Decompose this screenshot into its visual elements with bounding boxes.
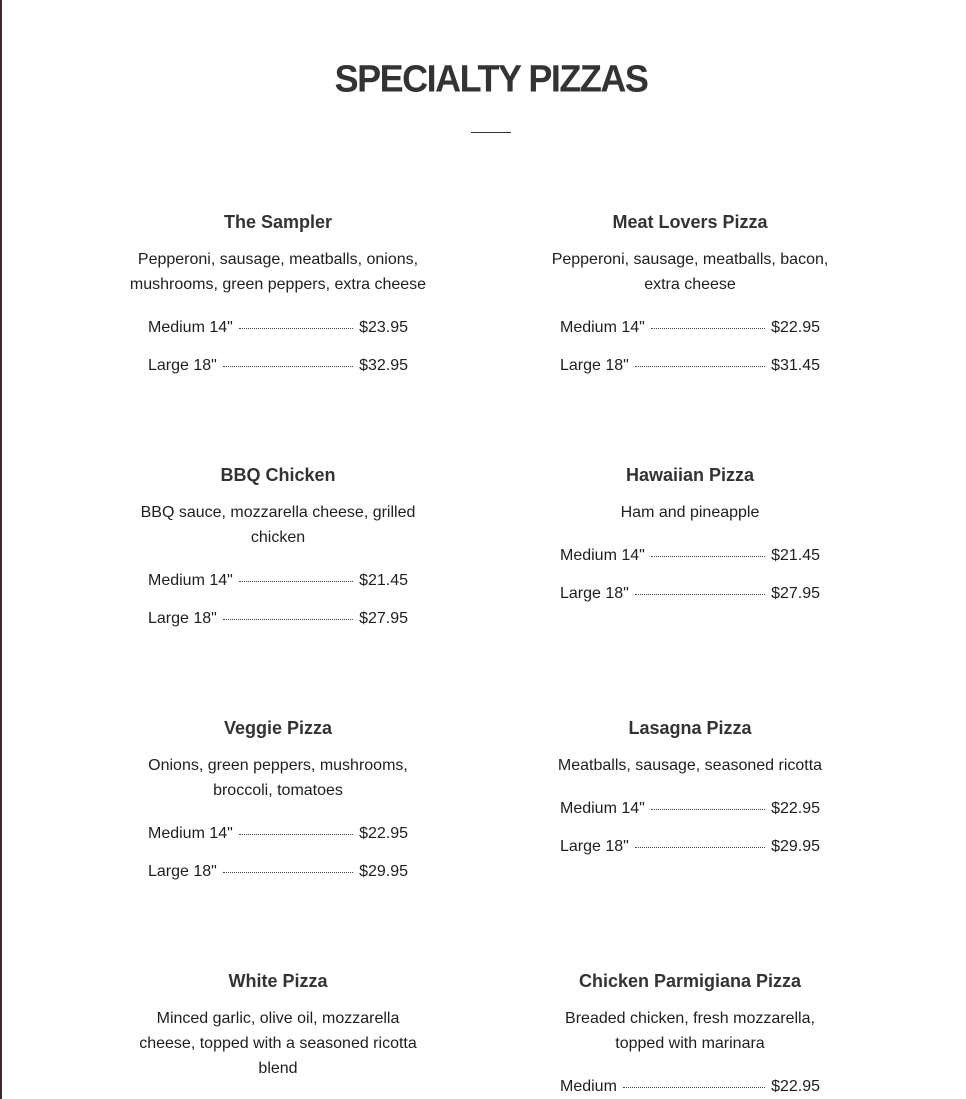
- item-description: Breaded chicken, fresh mozzarella, topped with marinara: [565, 1010, 815, 1052]
- size-label: Medium 14": [560, 800, 645, 817]
- price-row: [148, 600, 408, 638]
- price-row: [148, 815, 408, 853]
- menu-item-meat-lovers-pizza: [540, 209, 840, 385]
- item-description: Meatballs, sausage, seasoned ricotta: [557, 757, 823, 774]
- menu-item-white-pizza: [128, 968, 428, 1081]
- price-value: $27.95: [771, 585, 820, 602]
- dot-leader: [635, 594, 765, 595]
- size-label: Large 18": [148, 610, 217, 627]
- price-value: $27.95: [359, 610, 408, 627]
- price-value: $22.95: [771, 1078, 820, 1095]
- menu-item-veggie-pizza: [128, 715, 428, 891]
- item-name: The Sampler: [223, 212, 333, 232]
- size-label: Large 18": [148, 357, 217, 374]
- price-value: $31.45: [771, 357, 820, 374]
- size-label: Medium 14": [148, 319, 233, 336]
- price-list: [560, 790, 820, 866]
- item-description: Onions, green peppers, mushrooms, broccoli, tomatoes: [148, 757, 408, 799]
- price-row: [560, 309, 820, 347]
- item-name: White Pizza: [228, 971, 328, 991]
- size-label: Medium 14": [560, 319, 645, 336]
- price-list: [560, 309, 820, 385]
- price-row: [148, 562, 408, 600]
- price-value: $21.45: [771, 547, 820, 564]
- price-row: [560, 347, 820, 385]
- dot-leader: [239, 834, 353, 835]
- size-label: Large 18": [560, 585, 629, 602]
- dot-leader: [651, 556, 765, 557]
- dot-leader: [239, 328, 353, 329]
- size-label: Medium: [560, 1078, 617, 1095]
- item-name: Lasagna Pizza: [628, 718, 752, 738]
- item-name: Veggie Pizza: [223, 718, 333, 738]
- price-list: [148, 815, 408, 891]
- item-name: Chicken Parmigiana Pizza: [578, 971, 802, 991]
- price-list: [560, 1068, 820, 1099]
- size-label: Large 18": [148, 863, 217, 880]
- title-divider: [471, 132, 511, 133]
- dot-leader: [223, 619, 353, 620]
- dot-leader: [635, 847, 765, 848]
- page-title: SPECIALTY PIZZAS: [334, 56, 648, 100]
- price-row: [560, 575, 820, 613]
- dot-leader: [623, 1087, 765, 1088]
- price-list: [148, 309, 408, 385]
- menu-item-chicken-parmigiana-pizza: [540, 968, 840, 1099]
- dot-leader: [223, 366, 353, 367]
- item-name: Hawaiian Pizza: [625, 465, 755, 485]
- price-row: [560, 1068, 820, 1099]
- item-description: Pepperoni, sausage, meatballs, onions, mushrooms, green peppers, extra cheese: [129, 251, 427, 293]
- price-value: $21.45: [359, 572, 408, 589]
- dot-leader: [223, 872, 353, 873]
- dot-leader: [635, 366, 765, 367]
- item-description: Minced garlic, olive oil, mozzarella cheese, topped with a seasoned ricotta blend: [139, 1010, 417, 1077]
- price-row: [148, 853, 408, 891]
- size-label: Medium 14": [148, 572, 233, 589]
- price-list: [560, 537, 820, 613]
- item-name: Meat Lovers Pizza: [612, 212, 768, 232]
- item-description: Ham and pineapple: [620, 504, 760, 521]
- size-label: Large 18": [560, 838, 629, 855]
- size-label: Large 18": [560, 357, 629, 374]
- price-row: [148, 309, 408, 347]
- item-name: BBQ Chicken: [220, 465, 336, 485]
- dot-leader: [651, 809, 765, 810]
- menu-item-the-sampler: [128, 209, 428, 385]
- dot-leader: [651, 328, 765, 329]
- item-description: Pepperoni, sausage, meatballs, bacon, extra cheese: [551, 251, 829, 293]
- price-list: [148, 562, 408, 638]
- left-edge-border: [0, 0, 2, 1099]
- price-value: $22.95: [771, 319, 820, 336]
- price-value: $29.95: [771, 838, 820, 855]
- price-value: $29.95: [359, 863, 408, 880]
- price-row: [560, 537, 820, 575]
- size-label: Medium 14": [148, 825, 233, 842]
- size-label: Medium 14": [560, 547, 645, 564]
- price-value: $32.95: [359, 357, 408, 374]
- menu-item-lasagna-pizza: [540, 715, 840, 866]
- price-row: [148, 347, 408, 385]
- price-row: [560, 790, 820, 828]
- dot-leader: [239, 581, 353, 582]
- menu-item-bbq-chicken: [128, 462, 428, 638]
- price-row: [560, 828, 820, 866]
- price-value: $22.95: [359, 825, 408, 842]
- price-value: $23.95: [359, 319, 408, 336]
- price-value: $22.95: [771, 800, 820, 817]
- menu-item-hawaiian-pizza: [540, 462, 840, 613]
- item-description: BBQ sauce, mozzarella cheese, grilled chicken: [140, 504, 416, 546]
